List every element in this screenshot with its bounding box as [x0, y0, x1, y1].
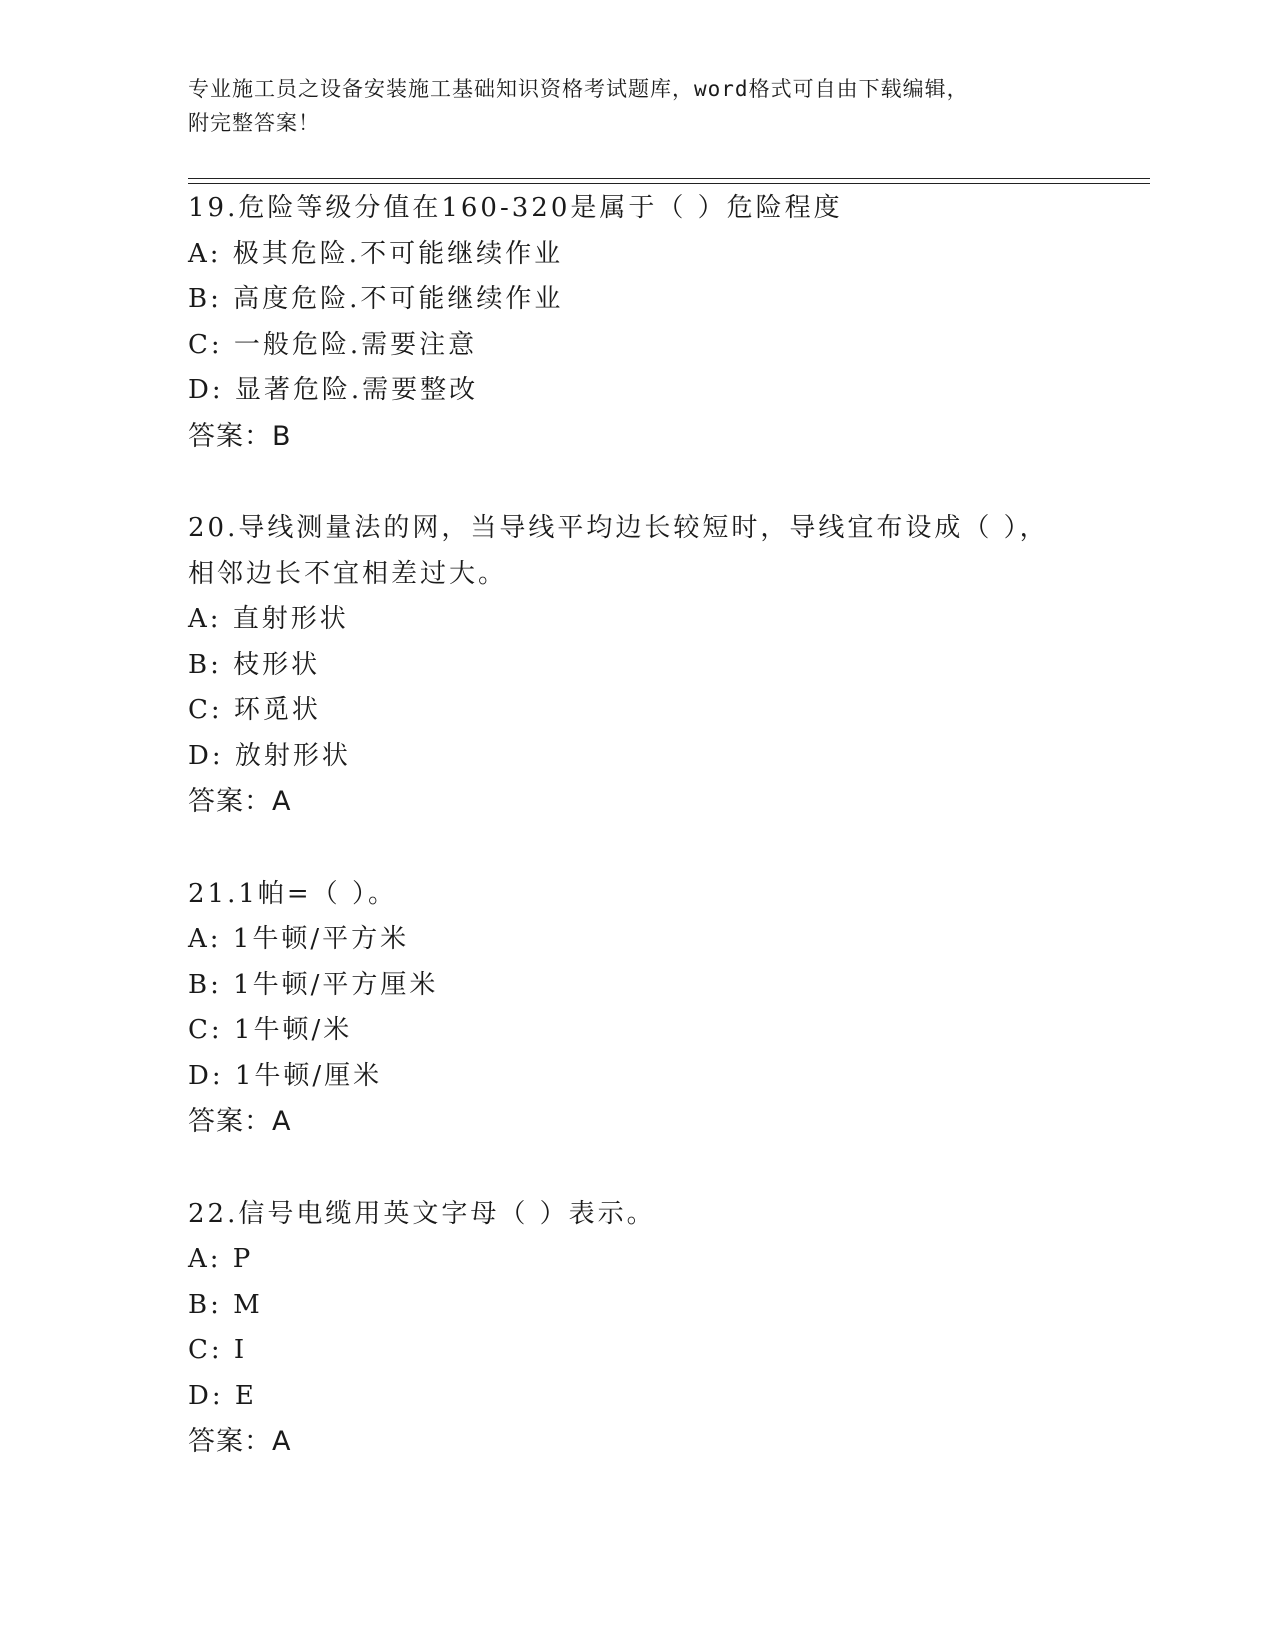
- option-d: D: E: [188, 1380, 257, 1411]
- option-a: A: P: [188, 1244, 254, 1274]
- question-text: 21.1帕=（ ）。: [188, 878, 397, 909]
- option-b: B: M: [188, 1289, 263, 1320]
- question-21: [188, 872, 1148, 1145]
- option-d: D: 放射形状: [188, 740, 351, 771]
- answer-label: 答案：B: [188, 420, 292, 452]
- question-list: [188, 186, 1148, 1465]
- option-b: B: 枝形状: [188, 649, 321, 680]
- header-line-1: 专业施工员之设备安装施工基础知识资格考试题库，word格式可自由下载编辑，: [188, 77, 969, 101]
- option-c: C: 环觅状: [188, 695, 321, 725]
- question-text-continued: 相邻边长不宜相差过大。: [188, 558, 508, 589]
- option-c: C: I: [188, 1335, 248, 1365]
- question-text: 19.危险等级分值在160-320是属于（ ）危险程度: [188, 193, 843, 223]
- header-divider-top: [188, 178, 1150, 179]
- question-20: [188, 506, 1148, 825]
- option-d: D: 1牛顿/厘米: [188, 1060, 383, 1091]
- option-c: C: 1牛顿/米: [188, 1015, 353, 1045]
- option-c: C: 一般危险.需要注意: [188, 329, 478, 360]
- question-22: [188, 1192, 1148, 1465]
- option-b: B: 1牛顿/平方厘米: [188, 969, 439, 1000]
- answer-label: 答案：A: [188, 1106, 292, 1137]
- question-19: [188, 186, 1148, 459]
- option-d: D: 显著危险.需要整改: [188, 375, 479, 405]
- document-header: [188, 72, 1088, 140]
- header-line-2: 附完整答案！: [188, 111, 320, 135]
- answer-label: 答案：A: [188, 786, 292, 817]
- question-text: 22.信号电缆用英文字母（ ）表示。: [188, 1198, 656, 1229]
- answer-label: 答案：A: [188, 1426, 292, 1457]
- header-divider-bottom: [188, 183, 1150, 184]
- option-a: A: 1牛顿/平方米: [188, 924, 410, 954]
- option-a: A: 极其危险.不可能继续作业: [188, 238, 564, 269]
- question-text: 20.导线测量法的网，当导线平均边长较短时，导线宜布设成（ ），: [188, 513, 1049, 543]
- option-a: A: 直射形状: [188, 604, 349, 634]
- option-b: B: 高度危险.不可能继续作业: [188, 284, 564, 314]
